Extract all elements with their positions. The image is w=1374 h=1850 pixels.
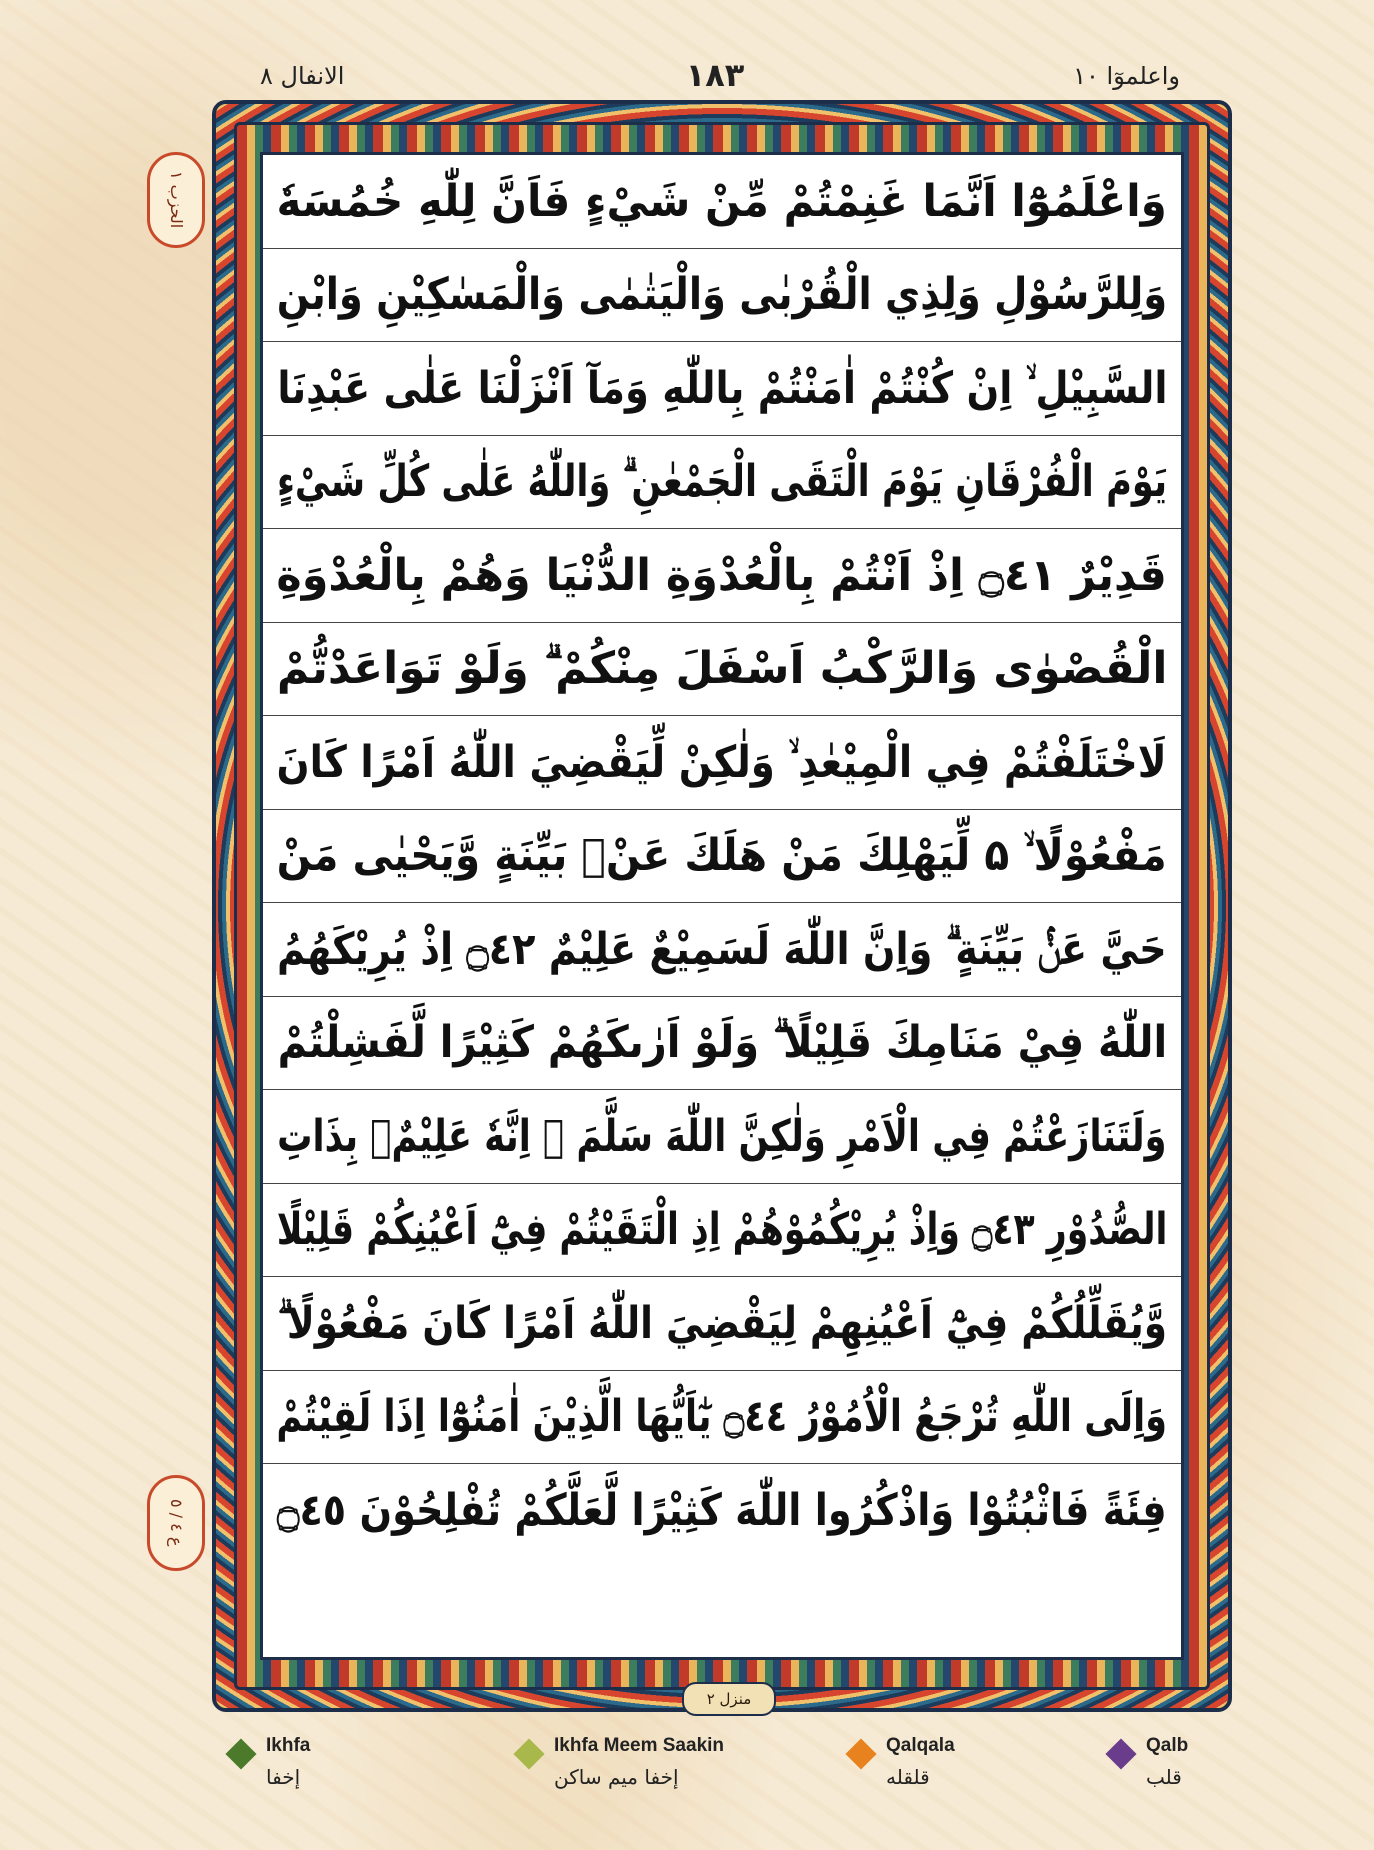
text-line: قَدِيْرٌ ۝٤١ اِذْ اَنْتُمْ بِالْعُدْوَةِ الدُّنْيَا وَهُمْ بِالْعُدْوَةِ [263,529,1181,623]
text-line: يَوْمَ الْفُرْقَانِ يَوْمَ الْتَقَى الْجَمْعٰنِ ۗ وَاللّٰهُ عَلٰى كُلِّ شَيْءٍ [263,436,1181,530]
text-line: وَلِلرَّسُوْلِ وَلِذِي الْقُرْبٰى وَالْيَتٰمٰى وَالْمَسٰكِيْنِ وَابْنِ [263,249,1181,343]
legend-label-arabic: قلقله [886,1765,930,1789]
text-line: وَاعْلَمُوْٓا اَنَّمَا غَنِمْتُمْ مِّنْ شَيْءٍ فَاَنَّ لِلّٰهِ خُمُسَهٗ [263,155,1181,249]
text-line: لَاخْتَلَفْتُمْ فِي الْمِيْعٰدِ ۙ وَلٰكِنْ لِّيَقْضِيَ اللّٰهُ اَمْرًا كَانَ [263,716,1181,810]
legend-label-arabic: إخفا [266,1765,301,1789]
text-line: وَّيُقَلِّلُكُمْ فِيْٓ اَعْيُنِهِمْ لِيَقْضِيَ اللّٰهُ اَمْرًا كَانَ مَفْعُوْلًا ۗ [263,1277,1181,1371]
legend-item-qalqala [850,1735,1090,1805]
legend-label: Ikhfa Meem Saakin [554,1735,725,1756]
legend-item-ikhfa [230,1735,470,1805]
text-line: السَّبِيْلِ ۙ اِنْ كُنْتُمْ اٰمَنْتُمْ بِاللّٰهِ وَمَآ اَنْزَلْنَا عَلٰى عَبْدِنَا [263,342,1181,436]
legend-item-ikhfa-meem-saakin [518,1735,758,1805]
legend-label-arabic: إخفا ميم ساكن [554,1765,679,1789]
diamond-icon [845,1738,876,1769]
text-line: فِئَةً فَاثْبُتُوْا وَاذْكُرُوا اللّٰهَ كَثِيْرًا لَّعَلَّكُمْ تُفْلِحُوْنَ ۝٤٥ [277,1485,1167,1537]
legend-label: Ikhfa [266,1735,311,1756]
legend-label: Qalb [1146,1735,1189,1756]
diamond-icon [513,1738,544,1769]
page-number: ١٨٣ [685,56,745,94]
text-line: اللّٰهُ فِيْ مَنَامِكَ قَلِيْلًا ۗ وَلَوْ اَرٰىكَهُمْ كَثِيْرًا لَّفَشِلْتُمْ [263,997,1181,1091]
diamond-icon [225,1738,256,1769]
text-line: الْقُصْوٰى وَالرَّكْبُ اَسْفَلَ مِنْكُمْ ۗ وَلَوْ تَوَاعَدْتُّمْ [263,623,1181,717]
legend-item-qalb [1110,1735,1350,1805]
ornamental-border [212,100,1232,1712]
quran-text-area [260,152,1184,1660]
text-line: الصُّدُوْرِ ۝٤٣ وَاِذْ يُرِيْكُمُوْهُمْ اِذِ الْتَقَيْتُمْ فِيْٓ اَعْيُنِكُمْ قَلِيْلًا [263,1184,1181,1278]
surah-name: الانفال ٨ [260,62,345,90]
text-line: حَيَّ عَنْۢ بَيِّنَةٍ ۗ وَاِنَّ اللّٰهَ لَسَمِيْعٌ عَلِيْمٌ ۝٤٢ اِذْ يُرِيْكَهُمُ [263,903,1181,997]
juz-name: واعلموٓا ١٠ [1073,62,1180,90]
hizb-marker: الحزب ١ [147,152,205,248]
text-line: وَلَتَنَازَعْتُمْ فِي الْاَمْرِ وَلٰكِنَّ اللّٰهَ سَلَّمَ ۗ اِنَّهٗ عَلِيْمٌۢ بِذَاتِ [263,1090,1181,1184]
manzil-label: منزل ٢ [682,1682,776,1716]
tajweed-legend [230,1735,1230,1805]
text-line: مَفْعُوْلًا ۙ ۵ لِّيَهْلِكَ مَنْ هَلَكَ عَنْۢ بَيِّنَةٍ وَّيَحْيٰى مَنْ [263,810,1181,904]
ruku-marker: ع ٤ / ٥ [147,1475,205,1571]
legend-label-arabic: قلب [1146,1765,1182,1789]
diamond-icon [1105,1738,1136,1769]
legend-label: Qalqala [886,1735,955,1756]
text-line: وَاِلَى اللّٰهِ تُرْجَعُ الْاُمُوْرُ ۝٤٤ يٰٓاَيُّهَا الَّذِيْنَ اٰمَنُوْٓا اِذَا لَقِيْتُمْ [263,1371,1181,1465]
